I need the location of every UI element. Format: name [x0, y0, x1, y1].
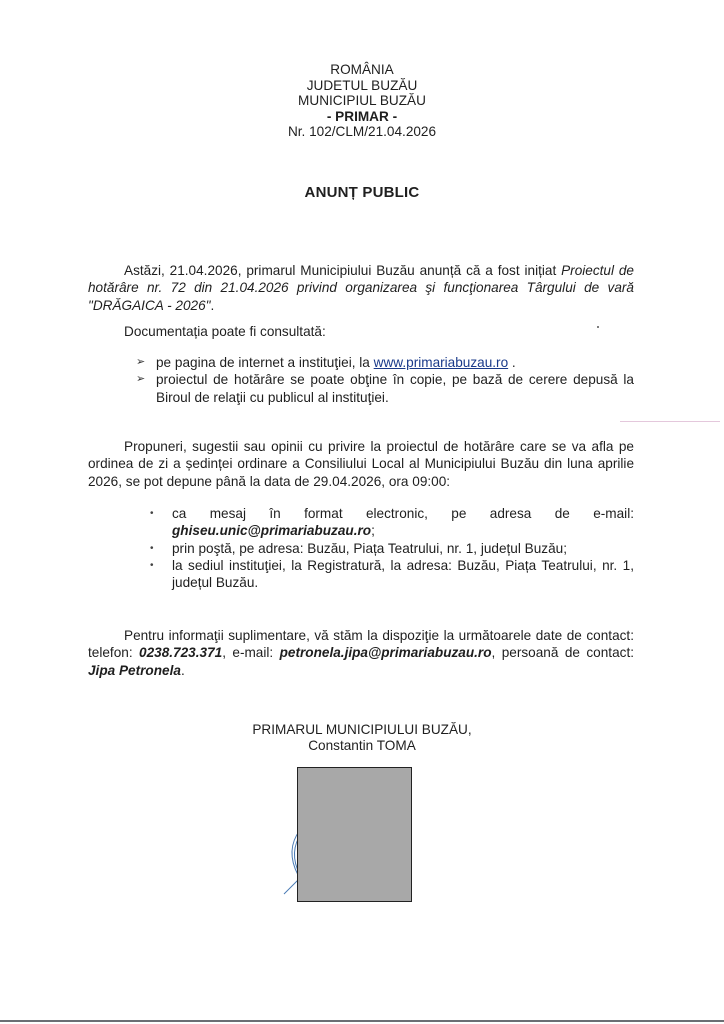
list-item [124, 371, 634, 406]
list-item-text: ca mesaj în format electronic, pe adresa de e-mail: [172, 506, 634, 521]
header-municipality: MUNICIPIUL BUZĂU [298, 93, 426, 108]
header-reference-number: Nr. 102/CLM/21.04.2026 [287, 124, 437, 139]
contact-email[interactable]: petronela.jipa@primariabuzau.ro [279, 645, 492, 661]
bullet-icon: • [150, 508, 154, 519]
consultation-intro: Documentația poate fi consultată: [124, 324, 326, 339]
proposals-paragraph: Propuneri, sugestii sau opinii cu privire la proiectul de hotărâre care se va afla pe ordinea de zi a ședinței ordinare a Consiliului Local al Municipiului Buzău din luna aprilie 2026, se pot depune până la data de 29.04.2026, ora 09:00: [88, 439, 634, 489]
document-header [200, 62, 524, 140]
list-item [140, 557, 634, 592]
list-item-suffix: ; [371, 523, 375, 539]
page-bottom-border [0, 1020, 724, 1022]
bullet-icon: • [150, 542, 154, 554]
email-label: , e-mail: [222, 645, 280, 661]
arrow-bullet-icon: ➢ [136, 373, 146, 386]
redacted-signature-box [297, 767, 412, 902]
list-item-text: proiectul de hotărâre se poate obţine în copie, pe bază de cerere depusă la Biroul de relaţii cu publicul al instituţiei. [156, 372, 634, 405]
contact-phone: 0238.723.371 [139, 645, 223, 661]
header-country: ROMÂNIA [330, 62, 394, 77]
consultation-list [124, 354, 634, 406]
scan-artifact-line [620, 421, 720, 422]
list-item [124, 354, 634, 371]
bullet-icon: • [150, 559, 154, 571]
email-address-ghiseu[interactable]: ghiseu.unic@primariabuzau.ro [172, 523, 372, 539]
announcement-paragraph [88, 262, 634, 314]
announcement-end: . [210, 297, 215, 313]
list-item-text: prin poştă, pe adresa: Buzău, Piața Teatrului, nr. 1, județul Buzău; [172, 540, 567, 556]
list-item [140, 540, 634, 557]
contact-person: Jipa Petronela [88, 662, 181, 678]
project-title: Proiectul de hotărâre nr. 72 din 21.04.2026 privind organizarea şi funcţionarea Târgului de vară "DRĂGAICA - 2026" [88, 263, 634, 313]
arrow-bullet-icon: ➢ [136, 356, 146, 368]
header-office: - PRIMAR - [326, 108, 398, 124]
list-item-text: pe pagina de internet a instituţiei, la [156, 355, 374, 370]
list-item-suffix: . [508, 355, 516, 370]
list-item [140, 505, 634, 540]
submission-list [140, 505, 634, 591]
contact-end: . [180, 662, 185, 678]
announcement-text: Astăzi, 21.04.2026, primarul Municipiului Buzău anunță că a fost inițiat [124, 263, 562, 278]
contact-person-label: , persoană de contact: [491, 645, 634, 661]
contact-paragraph [88, 627, 634, 679]
website-link[interactable]: www.primariabuzau.ro [373, 355, 509, 370]
signatory-name: Constantin TOMA [308, 737, 416, 753]
header-county: JUDETUL BUZĂU [306, 77, 418, 93]
contact-intro: Pentru informaţii suplimentare, vă stăm la dispoziţie la următoarele date de contact: telefon: [88, 628, 634, 661]
signatory-role: PRIMARUL MUNICIPIULUI BUZĂU, [252, 722, 472, 737]
page-title: ANUNȚ PUBLIC [304, 184, 420, 201]
list-item-text: la sediul instituţiei, la Registratură, la adresa: Buzău, Piața Teatrului, nr. 1, județul Buzău. [172, 557, 634, 591]
signature-block [200, 722, 524, 753]
